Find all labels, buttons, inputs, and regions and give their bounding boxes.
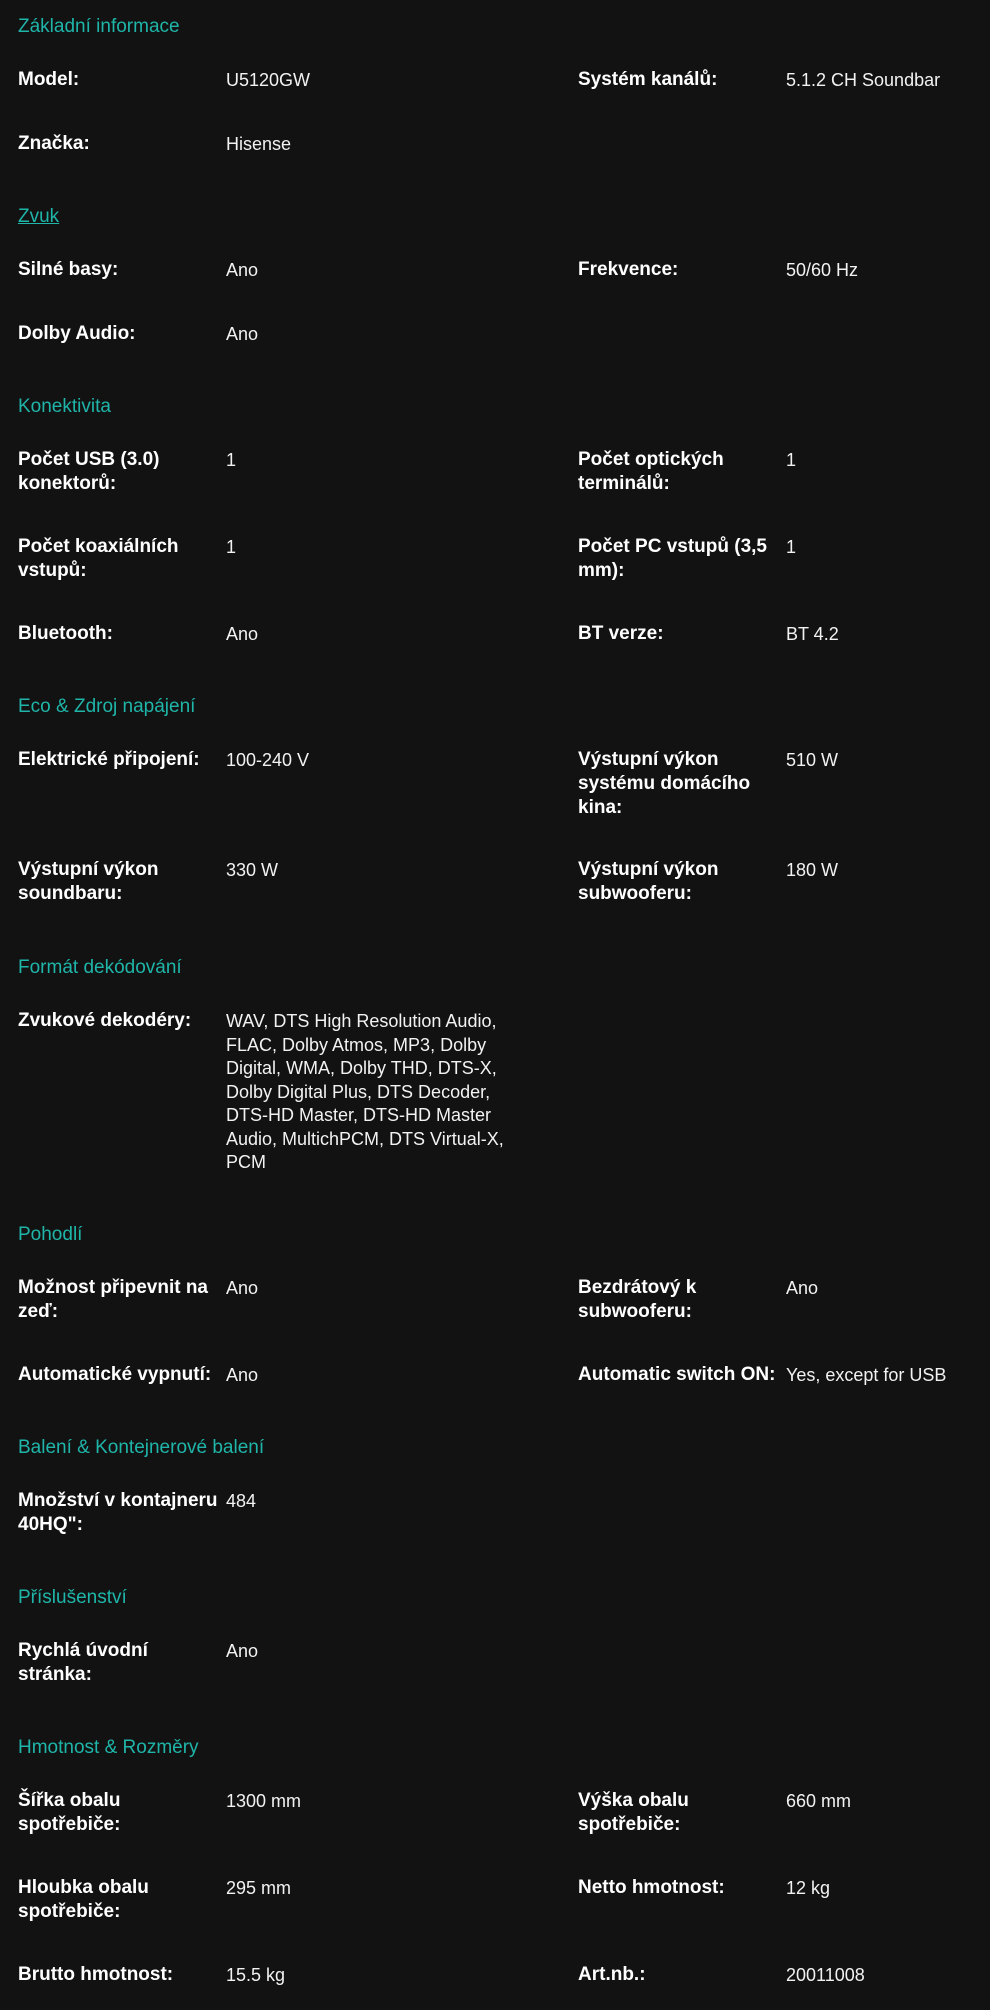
spec-value: Ano bbox=[226, 324, 259, 344]
spec-value: 1 bbox=[786, 450, 797, 470]
spec-value: BT 4.2 bbox=[786, 624, 839, 644]
spec-label: Výstupní výkon systému domácího kina: bbox=[578, 749, 751, 818]
section-title-baleni: Balení & Kontejnerové balení bbox=[18, 1437, 265, 1458]
spec-value: 5.1.2 CH Soundbar bbox=[786, 70, 941, 90]
spec-value: 484 bbox=[226, 1491, 257, 1511]
spec-value: 1 bbox=[786, 537, 797, 557]
spec-label: Bluetooth: bbox=[18, 623, 113, 644]
spec-value: Ano bbox=[226, 624, 259, 644]
spec-label: Dolby Audio: bbox=[18, 323, 136, 344]
spec-value: 1 bbox=[226, 450, 237, 470]
spec-value: 180 W bbox=[786, 860, 839, 880]
spec-label: Brutto hmotnost: bbox=[18, 1964, 174, 1985]
spec-label: Šířka obalu spotřebiče: bbox=[18, 1790, 121, 1835]
section-title-hmotnost: Hmotnost & Rozměry bbox=[18, 1737, 199, 1758]
section-title-format: Formát dekódování bbox=[18, 957, 182, 978]
spec-value: Ano bbox=[226, 1641, 259, 1661]
spec-value: 15.5 kg bbox=[226, 1965, 286, 1985]
spec-value: 50/60 Hz bbox=[786, 260, 859, 280]
spec-value: U5120GW bbox=[226, 70, 311, 90]
spec-label: Počet PC vstupů (3,5 mm): bbox=[578, 536, 767, 581]
section-title-pohodli: Pohodlí bbox=[18, 1224, 83, 1245]
spec-label: Netto hmotnost: bbox=[578, 1877, 725, 1898]
spec-value: WAV, DTS High Resolution Audio, FLAC, Dolby Atmos, MP3, Dolby Digital, WMA, Dolby THD, DTS-X, Dolby Digital Plus, DTS Decoder, DTS-HD Master, DTS-HD Master Audio, MultichPCM, DTS Virtual-X, PCM bbox=[226, 1011, 504, 1172]
spec-value: Ano bbox=[786, 1278, 819, 1298]
spec-value: 295 mm bbox=[226, 1878, 292, 1898]
spec-label: Bezdrátový k subwooferu: bbox=[578, 1277, 697, 1322]
spec-label: Zvukové dekodéry: bbox=[18, 1010, 192, 1031]
spec-label: Automatic switch ON: bbox=[578, 1364, 776, 1385]
spec-value: Ano bbox=[226, 260, 259, 280]
spec-value: Hisense bbox=[226, 134, 292, 154]
spec-label: Elektrické připojení: bbox=[18, 749, 200, 770]
spec-value: 660 mm bbox=[786, 1791, 852, 1811]
spec-label: Silné basy: bbox=[18, 259, 119, 280]
spec-value: 1 bbox=[226, 537, 237, 557]
spec-label: BT verze: bbox=[578, 623, 664, 644]
spec-value: Yes, except for USB bbox=[786, 1365, 947, 1385]
spec-label: Výstupní výkon subwooferu: bbox=[578, 859, 719, 904]
spec-value: 330 W bbox=[226, 860, 279, 880]
spec-label: Hloubka obalu spotřebiče: bbox=[18, 1877, 149, 1922]
spec-label: Art.nb.: bbox=[578, 1964, 646, 1985]
spec-label: Systém kanálů: bbox=[578, 69, 718, 90]
spec-value: 1300 mm bbox=[226, 1791, 302, 1811]
spec-value: 20011008 bbox=[786, 1965, 865, 1985]
spec-value: 12 kg bbox=[786, 1878, 831, 1898]
section-title-zakladni: Základní informace bbox=[18, 16, 180, 37]
spec-value: 100-240 V bbox=[226, 750, 310, 770]
section-title-zvuk[interactable]: Zvuk bbox=[18, 206, 60, 227]
spec-label: Automatické vypnutí: bbox=[18, 1364, 212, 1385]
spec-label: Množství v kontajneru 40HQ": bbox=[18, 1490, 218, 1535]
spec-label: Značka: bbox=[18, 133, 90, 154]
spec-value: Ano bbox=[226, 1365, 259, 1385]
section-title-konektivita: Konektivita bbox=[18, 396, 111, 417]
spec-label: Model: bbox=[18, 69, 80, 90]
spec-label: Počet koaxiálních vstupů: bbox=[18, 536, 179, 581]
section-title-prislusenstvi: Příslušenství bbox=[18, 1587, 127, 1608]
spec-label: Počet optických terminálů: bbox=[578, 449, 724, 494]
spec-value: Ano bbox=[226, 1278, 259, 1298]
spec-label: Výstupní výkon soundbaru: bbox=[18, 859, 159, 904]
spec-label: Možnost připevnit na zeď: bbox=[18, 1277, 208, 1322]
section-title-eco: Eco & Zdroj napájení bbox=[18, 696, 196, 717]
spec-label: Výška obalu spotřebiče: bbox=[578, 1790, 689, 1835]
spec-value: 510 W bbox=[786, 750, 839, 770]
spec-label: Počet USB (3.0) konektorů: bbox=[18, 449, 160, 494]
spec-label: Rychlá úvodní stránka: bbox=[18, 1640, 148, 1685]
spec-label: Frekvence: bbox=[578, 259, 679, 280]
